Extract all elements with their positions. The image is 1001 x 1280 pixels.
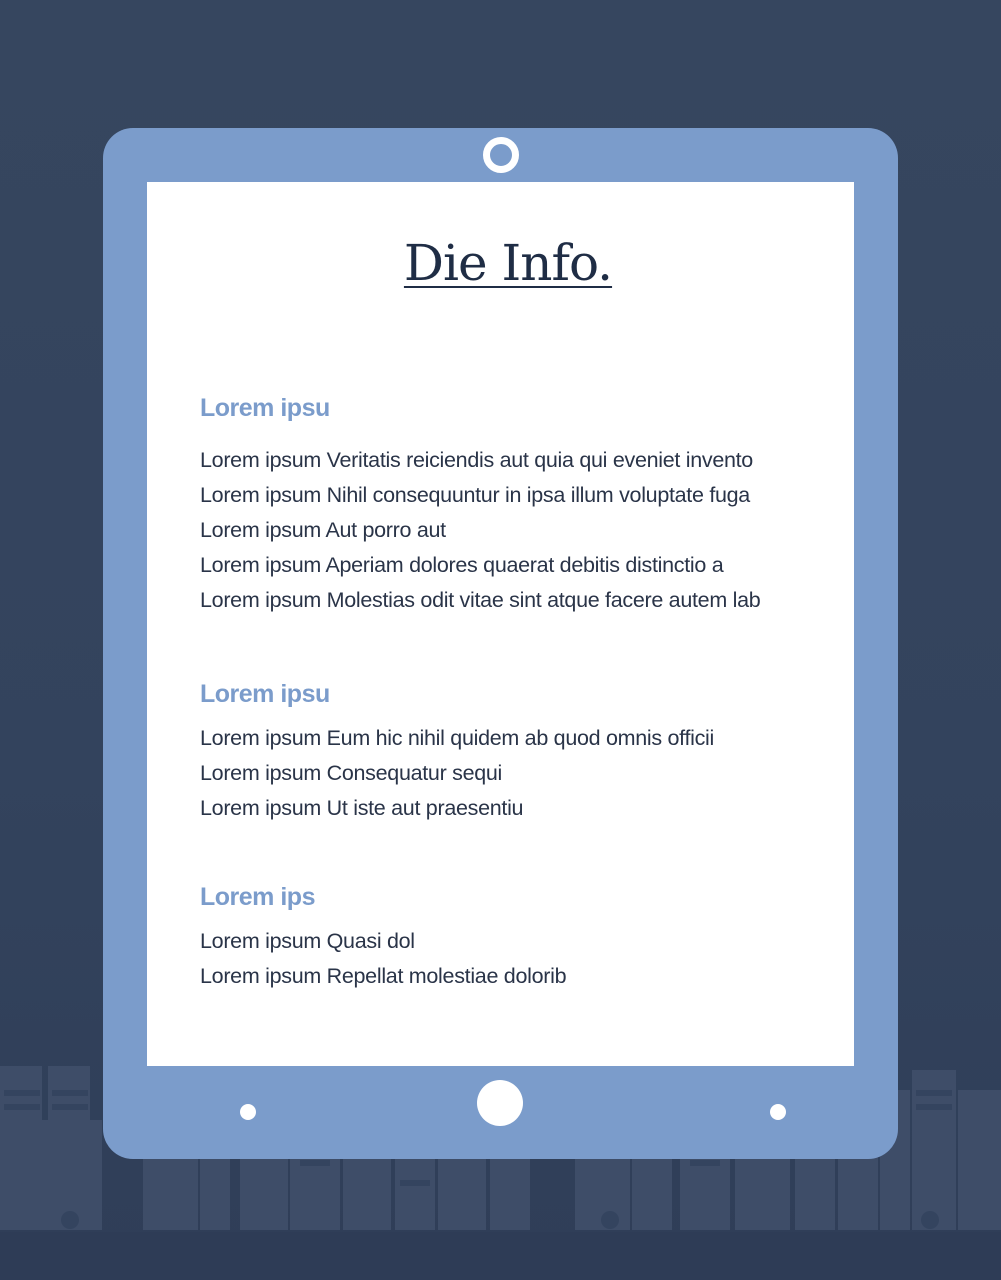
section-list <box>200 924 840 994</box>
list-item: Lorem ipsum Aperiam dolores quaerat debitis distinctio a <box>200 553 724 577</box>
list-item: Lorem ipsum Aut porro aut <box>200 518 446 542</box>
page-title: Die Info. <box>403 234 613 292</box>
speaker-dot-left <box>240 1104 256 1120</box>
list-item: Lorem ipsum Veritatis reiciendis aut quia qui eveniet invento <box>200 448 753 472</box>
list-item: Lorem ipsum Repellat molestiae dolorib <box>200 964 567 988</box>
tablet-screen <box>147 182 854 1066</box>
list-item: Lorem ipsum Eum hic nihil quidem ab quod omnis officii <box>200 726 714 750</box>
list-item: Lorem ipsum Nihil consequuntur in ipsa illum voluptate fuga <box>200 483 750 507</box>
info-section-3 <box>200 882 840 994</box>
speaker-dot-right <box>770 1104 786 1120</box>
info-section-1 <box>200 393 840 618</box>
section-list <box>200 721 840 826</box>
list-item: Lorem ipsum Consequatur sequi <box>200 761 503 785</box>
camera-icon <box>483 137 519 173</box>
section-heading: Lorem ips <box>200 883 315 911</box>
section-heading: Lorem ipsu <box>200 394 330 422</box>
home-button[interactable] <box>477 1080 523 1126</box>
list-item: Lorem ipsum Molestias odit vitae sint atque facere autem lab <box>200 588 761 612</box>
tablet-frame <box>103 128 898 1159</box>
section-list <box>200 443 840 618</box>
list-item: Lorem ipsum Quasi dol <box>200 929 415 953</box>
section-heading: Lorem ipsu <box>200 680 330 708</box>
info-section-2 <box>200 679 840 826</box>
list-item: Lorem ipsum Ut iste aut praesentiu <box>200 796 524 820</box>
